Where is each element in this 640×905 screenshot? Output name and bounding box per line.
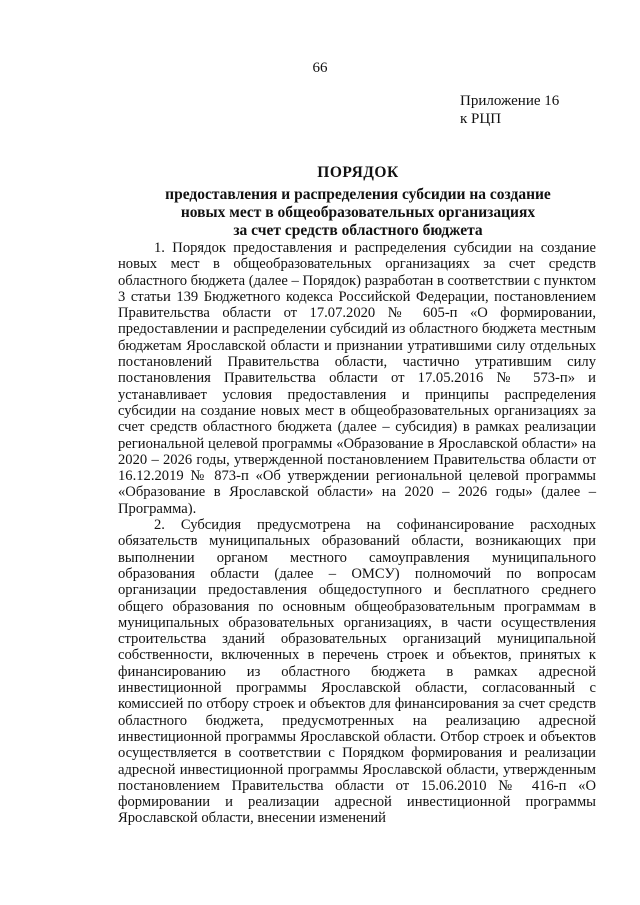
appendix-line-1: Приложение 16	[460, 93, 560, 109]
title-line-2: новых мест в общеобразовательных организациях	[180, 204, 536, 221]
document-title	[0, 164, 640, 240]
appendix-line-2: к РЦП	[460, 111, 502, 127]
title-line-3: за счет средств областного бюджета	[233, 222, 483, 239]
paragraph-2: 2. Субсидия предусмотрена на софинансирование расходных обязательств муниципальных образований области, возникающих при выполнении органом местного самоуправления муниципального образования области (далее – ОМСУ) полномочий по вопросам организации предоставления общедоступного и бесплатного среднего общего образования по основным общеобразовательным программам в муниципальных образовательных организациях, в части осуществления строительства зданий образовательных организаций муниципальной собственности, включенных в перечень строек и объектов, принятых к финансированию из областного бюджета в рамках адресной инвестиционной программы Ярославской области, согласованный с комиссией по отбору строек и объектов для финансирования за счет средств областного бюджета, предусмотренных на реализацию адресной инвестиционной программы Ярославской области. Отбор строек и объектов осуществляется в соответствии с Порядком формирования и реализации адресной инвестиционной программы Ярославской области, утвержденным постановлением Правительства области от 15.06.2010 № 416-п «О формировании и реализации адресной инвестиционной программы Ярославской области, внесении изменений	[118, 517, 596, 827]
title-line-1: предоставления и распределения субсидии на создание	[165, 186, 551, 203]
paragraph-1: 1. Порядок предоставления и распределения субсидии на создание новых мест в общеобразовательных организациях за счет средств областного бюджета (далее – Порядок) разработан в соответствии с пунктом 3 статьи 139 Бюджетного кодекса Российской Федерации, постановлением Правительства области от 17.07.2020 № 605-п «О формировании, предоставлении и распределении субсидий из областного бюджета местным бюджетам Ярославской области и признании утратившими силу отдельных постановлений Правительства области, частично утратившим силу постановления Правительства области от 17.05.2016 № 573-п» и устанавливает условия предоставления и принципы распределения субсидии на создание новых мест в общеобразовательных организациях за счет средств областного бюджета (далее – субсидия) в рамках реализации региональной целевой программы «Образование в Ярославской области» на 2020 – 2026 годы, утвержденной постановлением Правительства области от 16.12.2019 № 873-п «Об утверждении региональной целевой программы «Образование в Ярославской области» на 2020 – 2026 годы» (далее – Программа).	[118, 240, 596, 517]
appendix-note	[460, 92, 559, 128]
page-number: 66	[312, 60, 328, 76]
title-heading: ПОРЯДОК	[317, 164, 399, 181]
document-body	[118, 240, 596, 827]
